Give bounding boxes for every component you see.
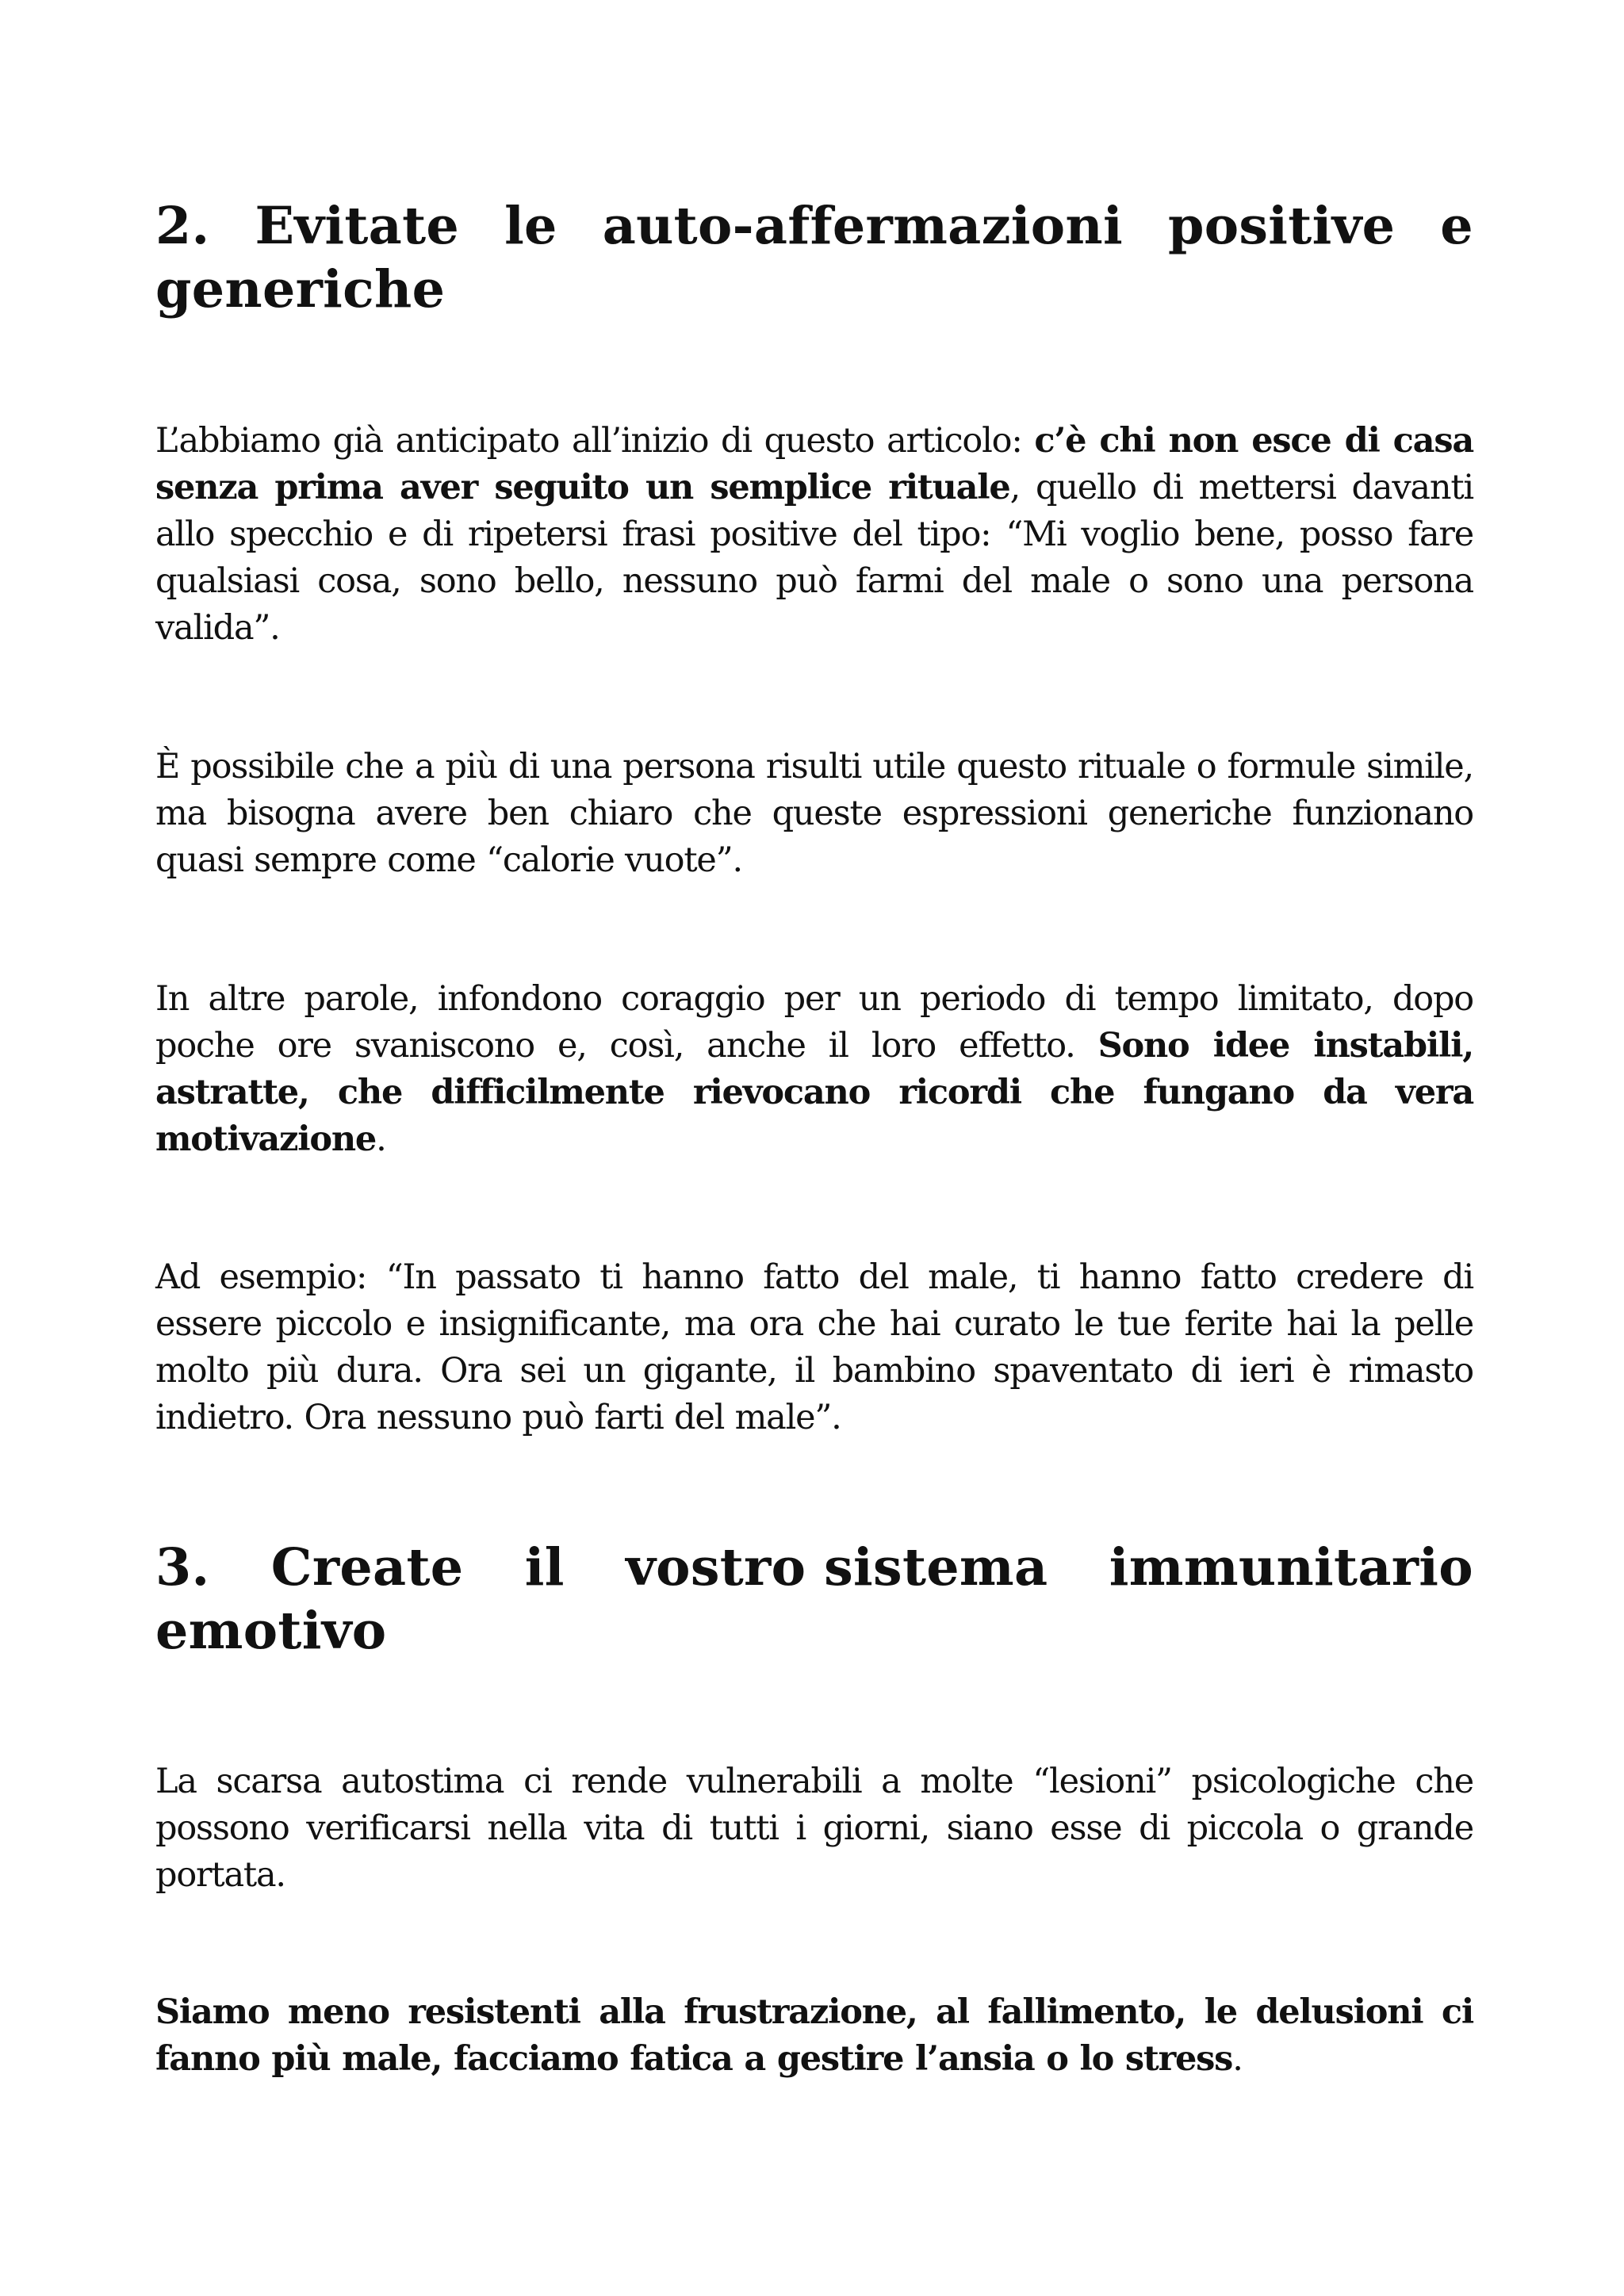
heading-word: 2. xyxy=(155,196,210,256)
heading-word: auto-affermazioni xyxy=(602,196,1123,256)
section-3-heading-line-1 xyxy=(155,1536,1473,1599)
paragraph-esempio: Ad esempio: “In passato ti hanno fatto del male, ti hanno fatto credere di essere piccolo e insignificante, ma ora che hai curato le tue ferite hai la pelle molto più dura. Ora sei un gigante, il bambino spaventato di ieri è rimasto indietro. Ora nessuno può farti del male”. xyxy=(155,1257,1473,1437)
paragraph-calorie-vuote: È possibile che a più di una persona risulti utile questo rituale o formule simile, ma bisogna avere ben chiaro che queste espressioni generiche funzionano quasi sempre come “calorie vuote”. xyxy=(155,747,1473,880)
heading-word: positive xyxy=(1167,196,1396,256)
section-3-heading-line-2: emotivo xyxy=(155,1601,387,1661)
heading-word: 3. xyxy=(155,1537,210,1598)
heading-word: vostro sistema xyxy=(626,1537,1048,1598)
heading-word: immunitario xyxy=(1109,1537,1473,1598)
paragraph-frustrazione xyxy=(155,1989,1473,2083)
paragraph-text: L’abbiamo già anticipato all’inizio di questo articolo: xyxy=(155,421,1035,461)
paragraph-text: In altre parole, infondono coraggio per un periodo di tempo limitato, dopo poche ore svaniscono e, così, anche il loro effetto. xyxy=(155,979,1473,1066)
heading-word: il xyxy=(524,1537,565,1598)
paragraph-autostima: La scarsa autostima ci rende vulnerabili a molte “lesioni” psicologiche che possono verificarsi nella vita di tutti i giorni, siano esse di piccola o grande portata. xyxy=(155,1762,1473,1895)
heading-word: Create xyxy=(270,1537,464,1598)
paragraph-bold-text: c’è chi non esce di casa senza prima aver seguito un semplice rituale xyxy=(155,421,1473,507)
section-3-heading xyxy=(155,1536,1473,1663)
section-2-heading-line-1 xyxy=(155,194,1473,258)
paragraph-bold-text: Sono idee instabili, astratte, che difficilmente rievocano ricordi che fungano da vera motivazione xyxy=(155,1026,1474,1159)
section-2-heading xyxy=(155,194,1473,321)
paragraph-text: , quello di mettersi davanti allo specchio e di ripetersi frasi positive del tipo: “Mi voglio bene, posso fare qualsiasi cosa, sono bello, nessuno può farmi del male o sono una persona valida”. xyxy=(155,468,1473,648)
paragraph-bold-text: Siamo meno resistenti alla frustrazione, al fallimento, le delusioni ci fanno più male, facciamo fatica a gestire l’ansia o lo stress xyxy=(155,1992,1473,2079)
heading-word: e xyxy=(1440,196,1473,256)
paragraph-text: . xyxy=(1232,2039,1243,2079)
paragraph-text: . xyxy=(376,1119,386,1159)
paragraph-rituale xyxy=(155,418,1473,652)
paragraph-altre-parole xyxy=(155,976,1473,1163)
heading-word: Evitate xyxy=(255,196,460,256)
section-2-heading-line-2: generiche xyxy=(155,259,446,320)
heading-word: le xyxy=(504,196,557,256)
